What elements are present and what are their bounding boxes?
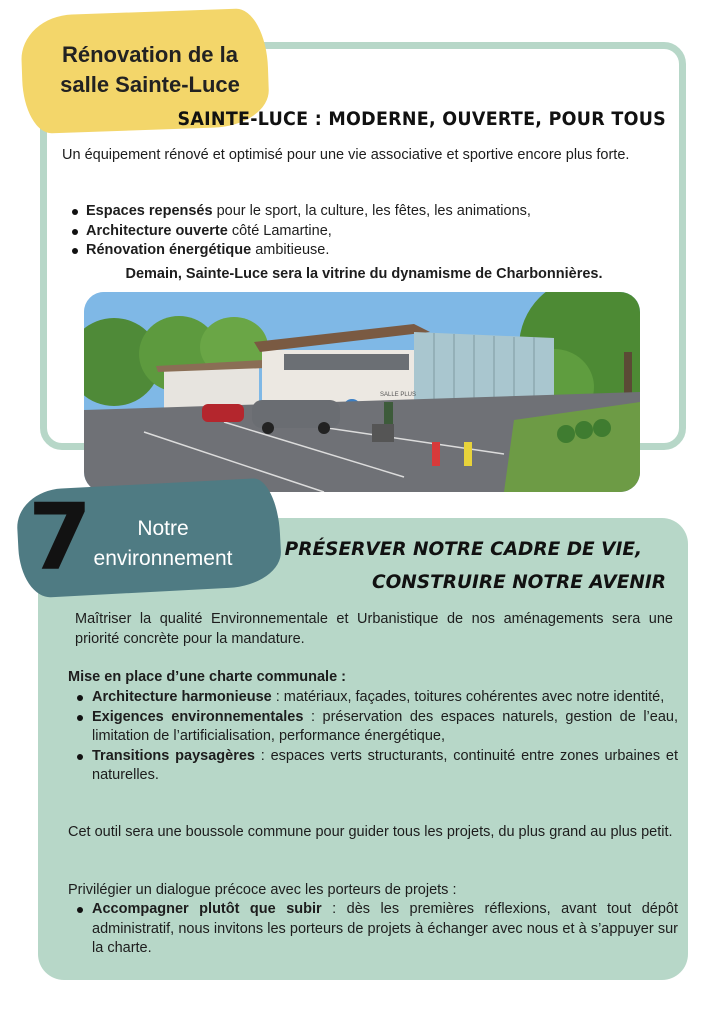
sainte-luce-building-photo bbox=[84, 292, 640, 492]
compass-paragraph: Cet outil sera une boussole commune pour guider tous les projets, du plus grand au plus petit. bbox=[68, 824, 673, 840]
bullet-bold-label: Architecture ouverte bbox=[86, 222, 228, 239]
bullet-bold-label: Architecture harmonieuse bbox=[92, 689, 272, 705]
headline-line-1: PRÉSERVER NOTRE CADRE DE VIE, bbox=[284, 539, 642, 560]
list-item bbox=[92, 747, 678, 786]
list-item bbox=[86, 222, 646, 242]
charter-heading: Mise en place d’une charte communale : bbox=[68, 669, 346, 685]
bullet-bold-label: Rénovation énergétique bbox=[86, 242, 252, 258]
bullet-bold-label: Transitions paysagères bbox=[92, 747, 255, 764]
bullet-text: ambitieuse. bbox=[251, 242, 330, 258]
headline-sainte-luce: SAINTE-LUCE : MODERNE, OUVERTE, POUR TOUS bbox=[177, 108, 666, 130]
intro-paragraph-environment: Maîtriser la qualité Environnementale et Urbanistique de nos aménagements sera une priorité concrète pour la mandature. bbox=[75, 611, 673, 647]
bullet-text: : préservation des espaces naturels, gestion de l’eau, limitation de l’artificialisation, performance énergétique, bbox=[92, 708, 678, 744]
list-item bbox=[92, 900, 678, 959]
closing-statement: Demain, Sainte-Luce sera la vitrine du dynamisme de Charbonnières. bbox=[125, 266, 603, 282]
list-item bbox=[86, 241, 646, 261]
building-sign: SALLE PLUS bbox=[380, 392, 417, 398]
dialogue-bullet-list bbox=[92, 900, 678, 959]
list-item bbox=[92, 688, 678, 708]
headline-environment bbox=[246, 533, 666, 599]
bullet-text: pour le sport, la culture, les fêtes, les animations, bbox=[212, 203, 531, 219]
bullet-bold-label: Exigences environnementales bbox=[92, 708, 304, 725]
section-number: 7 bbox=[28, 484, 93, 591]
dialogue-heading: Privilégier un dialogue précoce avec les porteurs de projets : bbox=[68, 882, 457, 898]
photo-illustration bbox=[84, 292, 640, 492]
charter-bullet-list bbox=[92, 688, 678, 786]
section-title-renovation: Rénovation de la salle Sainte-Luce bbox=[60, 42, 240, 97]
bullet-text: : matériaux, façades, toitures cohérentes avec notre identité, bbox=[271, 689, 665, 705]
renovation-bullet-list bbox=[86, 202, 646, 261]
section-title-environment: Notre environnement bbox=[93, 517, 233, 570]
list-item bbox=[86, 202, 646, 222]
bullet-text: : dès les premières réflexions, avant tout dépôt administratif, nous invitons les porteurs de projets à échanger avec nous et à s’appuyer sur la charte. bbox=[92, 901, 679, 956]
headline-line-2: CONSTRUIRE NOTRE AVENIR bbox=[372, 572, 666, 593]
bullet-bold-label: Accompagner plutôt que subir bbox=[92, 901, 322, 917]
intro-paragraph-renovation: Un équipement rénové et optimisé pour une vie associative et sportive encore plus forte. bbox=[62, 147, 630, 163]
bullet-text: : espaces verts structurants, continuité entre zones urbaines et naturelles. bbox=[92, 747, 678, 783]
bullet-text: côté Lamartine, bbox=[227, 222, 332, 239]
bullet-bold-label: Espaces repensés bbox=[86, 203, 213, 219]
list-item bbox=[92, 708, 678, 747]
